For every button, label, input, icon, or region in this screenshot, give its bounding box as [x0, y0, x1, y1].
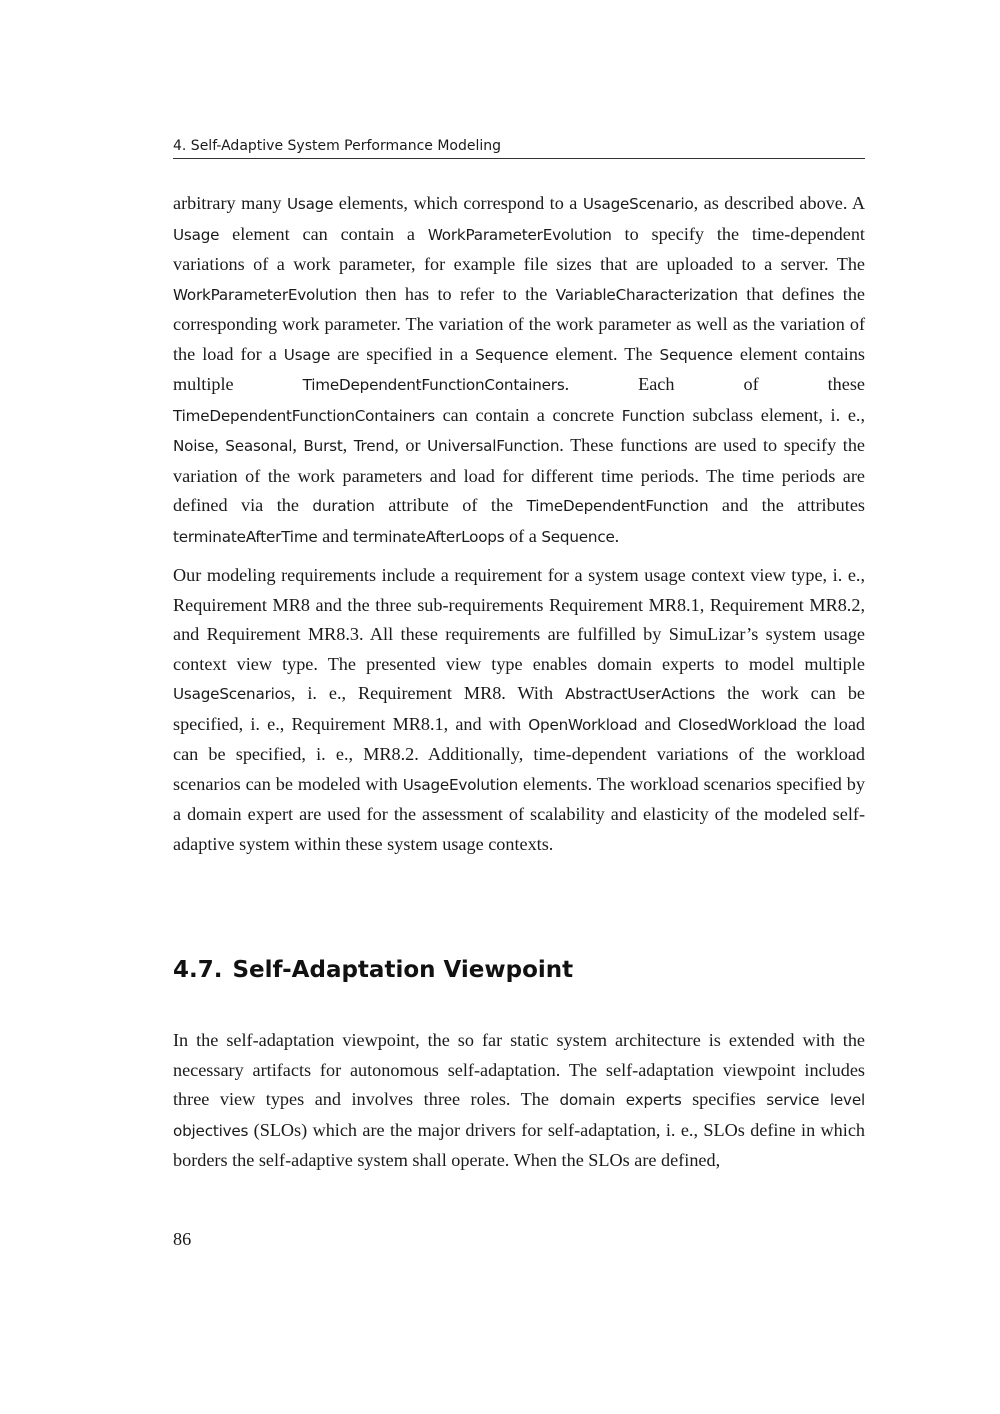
model-element: WorkParameterEvolution	[427, 225, 612, 244]
text: . These functions are used to specify the variation of the work parameters and load for different time periods. The time periods are defined via the	[173, 435, 865, 515]
model-element: UsageScenario	[173, 685, 284, 703]
model-element: Noise	[173, 437, 215, 455]
page-number: 86	[173, 1229, 192, 1249]
text: Our modeling requirements include a requirement for a system usage context view type, i. e., Requirement MR8 and the three sub-requirements Requirement MR8.1, Requirement MR8.2, and Requirement MR8.3. All these requirements are fulfilled by SimuLizar’s system usage context view type. The presented view type enables domain experts to model multiple	[173, 565, 865, 674]
text: ,	[342, 435, 354, 455]
text: and the attributes	[708, 495, 865, 515]
paragraph-usage-evolution	[173, 189, 865, 552]
text: arbitrary many	[173, 193, 287, 213]
text: . Each of these	[564, 374, 866, 394]
model-element: duration	[312, 497, 375, 515]
model-element: ClosedWorkload	[677, 715, 798, 734]
text: , as described above. A	[693, 193, 865, 213]
model-element: Sequence	[659, 345, 733, 364]
role-term: domain experts	[559, 1091, 682, 1109]
model-element: AbstractUserActions	[565, 685, 716, 703]
model-element: OpenWorkload	[528, 715, 638, 734]
text: ,	[292, 435, 304, 455]
text: attribute of the	[374, 495, 527, 515]
model-element: UsageScenario	[582, 195, 694, 213]
text: specifies	[681, 1089, 767, 1109]
model-element: Sequence	[475, 345, 549, 364]
text: and	[637, 713, 678, 734]
model-element: terminateAfterLoops	[352, 527, 505, 546]
model-element: Burst	[303, 437, 343, 455]
text: In the self-adaptation viewpoint, the so far static system architecture is extended with the necessary artifacts for autonomous self-adaptation. The self-adaptation viewpoint includes three view types and involves three roles. The	[173, 1030, 865, 1109]
text: to specify the time-dependent variations of a work parameter, for example file sizes that are uploaded to a server. The	[173, 223, 865, 274]
model-element: Seasonal	[225, 437, 293, 455]
text: element can contain a	[219, 223, 428, 244]
role-term: service level objectives	[173, 1091, 865, 1140]
model-element: Usage	[173, 225, 220, 244]
model-element: TimeDependentFunctionContainers	[302, 376, 565, 394]
text: elements. The workload scenarios specified by a domain expert are used for the assessment of scalability and elasticity of the modeled self-adaptive system within these system usage contexts.	[173, 773, 865, 854]
model-element: WorkParameterEvolution	[173, 285, 357, 304]
model-element: VariableCharacterization	[555, 285, 738, 304]
section-title: Self-Adaptation Viewpoint	[232, 957, 574, 983]
paragraph-self-adaptation	[173, 1026, 865, 1176]
text: s, i. e., Requirement MR8. With	[283, 683, 566, 703]
model-element: TimeDependentFunctionContainers	[173, 406, 435, 425]
model-element: UsageEvolution	[402, 775, 519, 794]
text: element contains multiple	[173, 343, 866, 394]
text: elements, which correspond to a	[333, 193, 583, 213]
model-element: UniversalFunction	[427, 437, 560, 455]
text: that defines the corresponding work parameter. The variation of the work parameter as well as the variation of the load for a	[173, 283, 865, 364]
text: (SLOs) which are the major drivers for self-adaptation, i. e., SLOs define in which borders the self-adaptive system shall operate. When the SLOs are defined,	[173, 1119, 865, 1170]
model-element: Usage	[283, 345, 331, 364]
paragraph-requirements	[173, 561, 865, 859]
model-element: terminateAfterTime	[173, 527, 318, 546]
text: subclass element, i. e.,	[684, 404, 865, 425]
text: , or	[394, 435, 428, 455]
running-header: 4. Self-Adaptive System Performance Modeling	[173, 136, 865, 159]
model-element: Trend	[353, 437, 395, 455]
section-number: 4.7.	[173, 957, 223, 983]
text: and	[317, 525, 353, 546]
text: the work can be specified, i. e., Requirement MR8.1, and with	[173, 683, 865, 734]
model-element: Usage	[286, 195, 334, 213]
text: ,	[214, 435, 226, 455]
text: the load can be specified, i. e., MR8.2. Additionally, time-dependent variations of the workload scenarios can be modeled with	[173, 713, 865, 794]
section-heading	[173, 953, 573, 987]
model-element: TimeDependentFunction	[526, 497, 709, 515]
model-element: Function	[621, 406, 685, 425]
text: element. The	[548, 343, 660, 364]
text: .	[614, 525, 620, 546]
text: can contain a concrete	[434, 404, 622, 425]
text: of a	[504, 525, 542, 546]
model-element: Sequence	[541, 527, 615, 546]
text: then has to refer to the	[356, 283, 556, 304]
text: are specified in a	[330, 343, 476, 364]
